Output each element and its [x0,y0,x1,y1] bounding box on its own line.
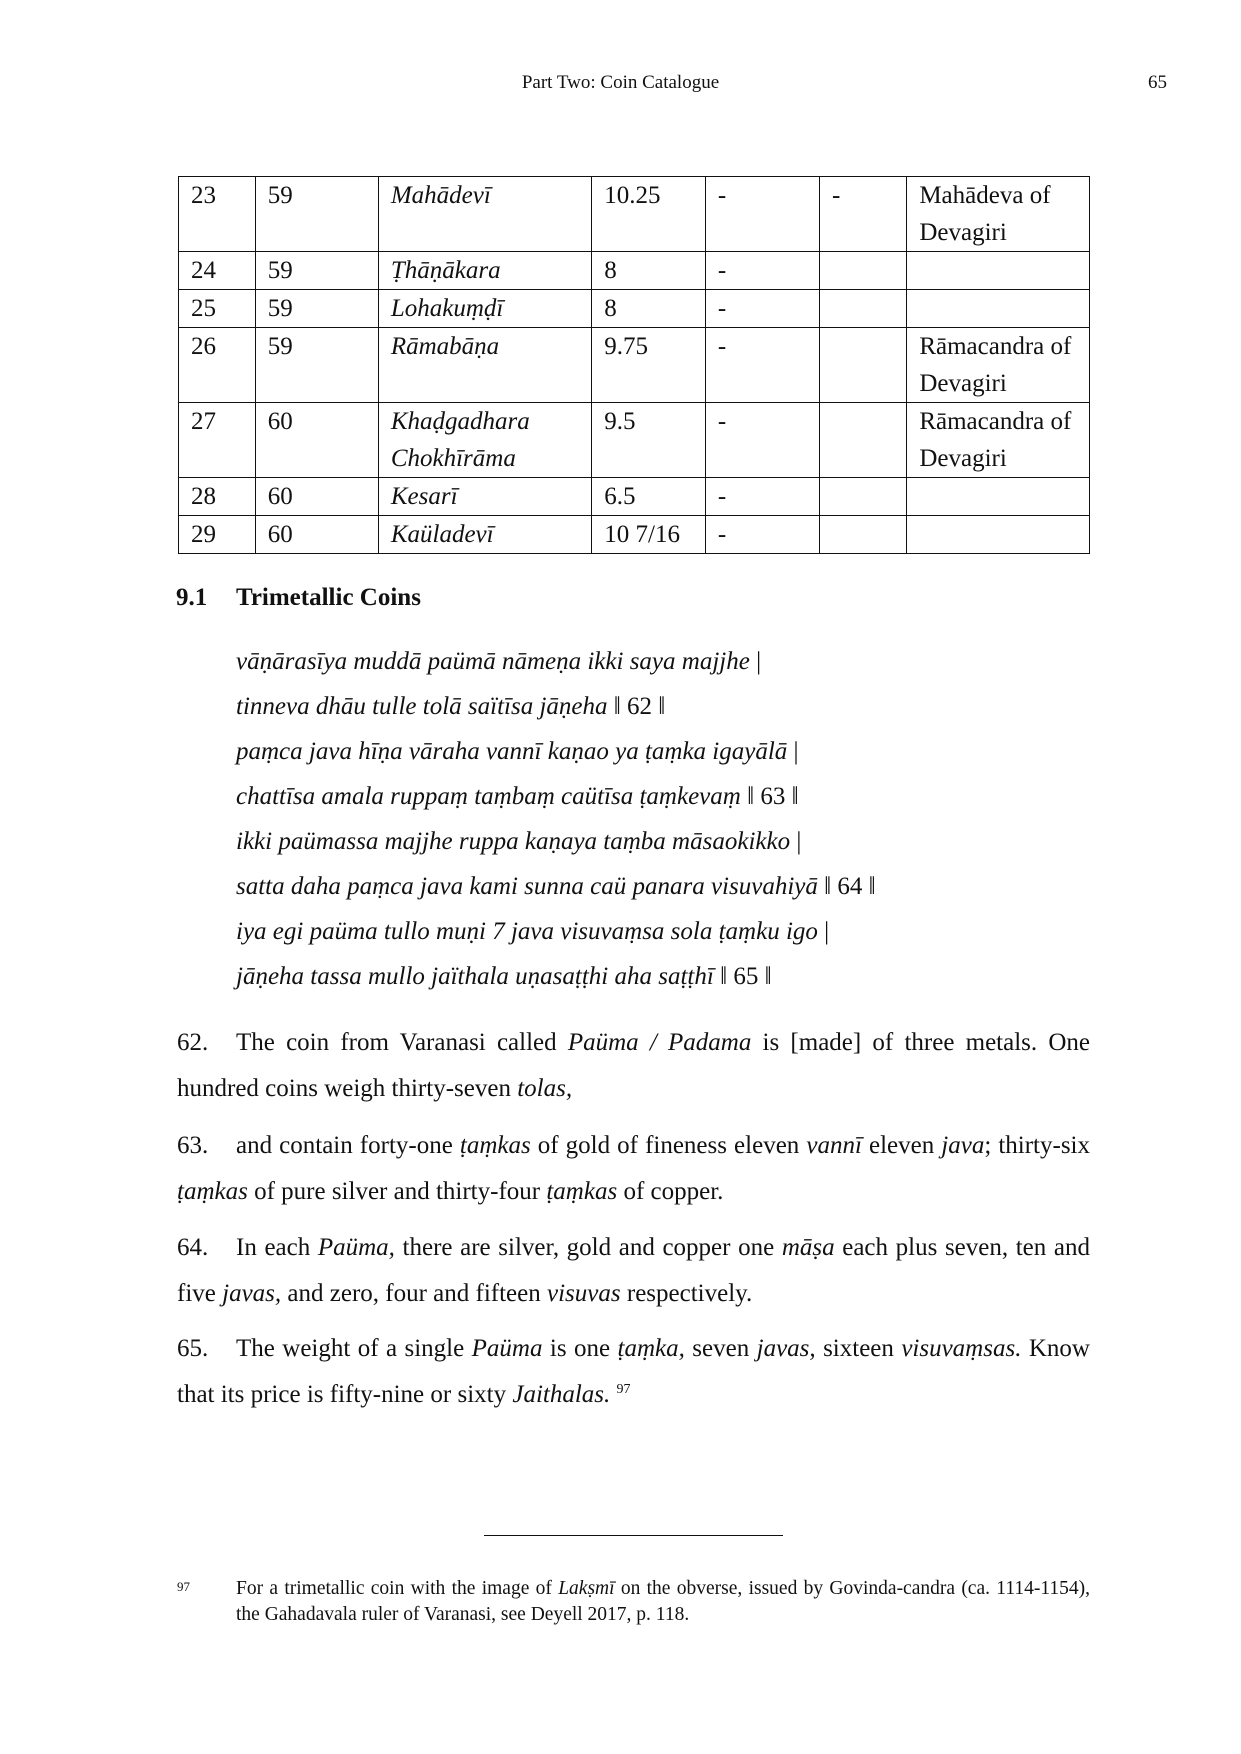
cell-coin-name: Lohakuṃḍī [378,290,591,328]
text-run: eleven [861,1132,942,1159]
italic-term: Paüma, [317,1234,395,1261]
italic-term: ṭaṃkas [459,1132,531,1159]
footnote-reference[interactable]: 97 [616,1381,631,1397]
italic-term: Paüma [471,1335,543,1362]
text-run: and zero, four and fifteen [281,1279,548,1307]
italic-term: javas, [222,1279,282,1307]
verse-line [236,954,876,999]
footnote-number: 97 [177,1579,190,1594]
italic-term: java [941,1132,985,1159]
cell-col-5: - [705,516,819,554]
cell-catalogue-number: 28 [179,478,256,516]
italic-term: Jaithalas. [512,1380,611,1408]
paragraph-63 [177,1123,1090,1214]
italic-term: māṣa [781,1234,835,1261]
cell-weight: 6.5 [592,478,706,516]
cell-col-5: - [705,478,819,516]
cell-catalogue-number: 29 [179,516,256,554]
italic-term: ṭaṃka, [617,1335,685,1362]
cell-col-5: - [705,328,819,403]
verse-text: satta daha paṃca java kami sunna caü panara visuvahiyā [236,873,818,900]
cell-weight: 10 7/16 [592,516,706,554]
cell-coin-name: Ṭhāṇākara [378,252,591,290]
text-run: The coin from Varanasi called [236,1029,568,1056]
verse-text: ikki paümassa majjhe ruppa kaṇaya taṃba māsaokikko [236,828,791,855]
table-row [179,290,1090,328]
table-row [179,252,1090,290]
paragraph-number: 65. [177,1335,209,1362]
italic-term: javas, [756,1335,816,1362]
cell-col-6 [819,290,906,328]
paragraph-65 [177,1326,1090,1417]
cell-verse-number: 59 [255,177,378,252]
italic-term: tolas, [517,1074,573,1102]
section-heading [176,584,421,612]
cell-issuer [907,252,1090,290]
text-run: of copper. [617,1177,724,1205]
text-run: For a trimetallic coin with the image of [236,1578,559,1599]
cell-issuer: Rāmacandra of Devagiri [907,328,1090,403]
verse-mark: ‖ 63 ‖ [747,783,799,810]
text-run: on the obverse, issued by Govinda-candra (ca. 1114-1154), the Gahadavala ruler of Varanasi, see Deyell 2017, p. 118. [236,1578,1090,1625]
cell-col-5: - [705,252,819,290]
paragraph-number: 62. [177,1029,209,1056]
verse-text: vāṇārasīya muddā paümā nāmeṇa ikki saya majjhe [236,648,750,675]
cell-col-6 [819,328,906,403]
verse-mark: ‖ 62 ‖ [613,693,666,720]
italic-term: ṭaṃkas [546,1177,618,1205]
verse-mark: ‖ 64 ‖ [824,873,876,900]
footnote-text [236,1576,1090,1628]
cell-weight: 9.75 [592,328,706,403]
verse-mark: | [824,918,830,945]
text-run: is [made] of three metals. One hundred coins weigh thirty-seven [177,1029,1090,1102]
italic-term: vannī [806,1132,862,1159]
cell-col-5: - [705,177,819,252]
verse-line [236,819,876,864]
running-title: Part Two: Coin Catalogue [521,72,720,93]
cell-weight: 8 [592,290,706,328]
verse-mark: | [796,828,802,855]
text-run: seven [684,1335,757,1362]
verse-line [236,729,876,774]
text-run: ; thirty-six [984,1132,1091,1159]
paragraph-number: 64. [177,1234,209,1261]
footnote-separator [484,1535,783,1536]
cell-issuer [907,516,1090,554]
section-title: Trimetallic Coins [236,584,421,611]
cell-col-6: - [819,177,906,252]
text-run: The weight of a single [236,1335,472,1362]
cell-issuer [907,478,1090,516]
cell-col-6 [819,516,906,554]
text-run: Know that its price is fifty-nine or sixty [177,1335,1090,1408]
text-run: there are silver, gold and copper one [394,1234,782,1261]
cell-issuer [907,290,1090,328]
verse-text: iya egi paüma tullo muṇi 7 java visuvaṃsa sola ṭaṃku igo [236,918,818,945]
text-run: of gold of fineness eleven [530,1132,807,1159]
text-run: respectively. [620,1279,753,1307]
verse-mark: | [756,648,762,675]
italic-term: Lakṣmī [558,1578,615,1599]
coin-table [178,176,1090,554]
cell-verse-number: 60 [255,478,378,516]
cell-coin-name: Mahādevī [378,177,591,252]
verse-text: jāṇeha tassa mullo jaïthala uṇasaṭṭhi aha saṭṭhī [236,963,714,990]
italic-term: visuvas [547,1279,621,1307]
verse-line [236,684,876,729]
table-row [179,328,1090,403]
cell-col-5: - [705,403,819,478]
cell-coin-name: Rāmabāṇa [378,328,591,403]
cell-coin-name: Kaüladevī [378,516,591,554]
verse-text: chattīsa amala ruppaṃ taṃbaṃ caütīsa ṭaṃkevaṃ [236,783,741,810]
cell-catalogue-number: 23 [179,177,256,252]
footnote [177,1576,1090,1628]
italic-term: ṭaṃkas [177,1177,248,1205]
table-row [179,478,1090,516]
cell-catalogue-number: 27 [179,403,256,478]
cell-verse-number: 59 [255,328,378,403]
table-row [179,177,1090,252]
paragraph-number: 63. [177,1132,209,1159]
verse-block [236,639,876,999]
cell-issuer: Rāmacandra of Devagiri [907,403,1090,478]
verse-text: tinneva dhāu tulle tolā saïtīsa jāṇeha [236,693,608,720]
cell-weight: 10.25 [592,177,706,252]
verse-line [236,864,876,909]
cell-weight: 9.5 [592,403,706,478]
text-run: is one [542,1335,618,1362]
table-row [179,403,1090,478]
cell-weight: 8 [592,252,706,290]
table-row [179,516,1090,554]
verse-line [236,774,876,819]
cell-catalogue-number: 24 [179,252,256,290]
italic-term: Paüma / Padama [567,1029,752,1056]
paragraph-64 [177,1225,1090,1316]
text-run: and contain forty-one [236,1132,460,1159]
verse-text: paṃca java hīṇa vāraha vannī kaṇao ya ṭaṃka igayālā [236,738,788,765]
verse-line [236,639,876,684]
cell-col-5: - [705,290,819,328]
cell-coin-name: Khaḍgadhara Chokhīrāma [378,403,591,478]
cell-issuer: Mahādeva of Devagiri [907,177,1090,252]
page-number: 65 [1148,72,1167,93]
cell-verse-number: 59 [255,290,378,328]
cell-coin-name: Kesarī [378,478,591,516]
cell-verse-number: 60 [255,403,378,478]
cell-col-6 [819,478,906,516]
text-run: In each [236,1234,318,1261]
cell-col-6 [819,252,906,290]
paragraph-62 [177,1020,1090,1111]
cell-catalogue-number: 26 [179,328,256,403]
verse-line [236,909,876,954]
verse-mark: | [793,738,799,765]
cell-catalogue-number: 25 [179,290,256,328]
verse-mark: ‖ 65 ‖ [720,963,772,990]
section-number: 9.1 [176,584,208,611]
text-run: of pure silver and thirty-four [247,1177,547,1205]
text-run: sixteen [815,1335,902,1362]
cell-verse-number: 59 [255,252,378,290]
italic-term: visuvaṃsas. [901,1335,1022,1362]
text-run: each plus seven, ten and five [177,1234,1090,1307]
cell-verse-number: 60 [255,516,378,554]
cell-col-6 [819,403,906,478]
